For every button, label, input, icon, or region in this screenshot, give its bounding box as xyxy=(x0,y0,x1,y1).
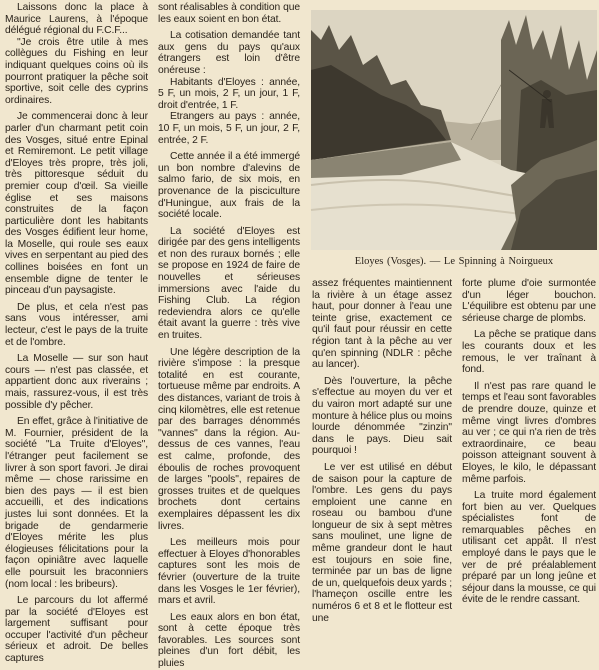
paragraph: La cotisation demandée tant aux gens du pays qu'aux étrangers est loin d'être onéreuse : xyxy=(158,30,300,76)
paragraph: La pêche se pratique dans les courants doux et les remous, le ver traînant à fond. xyxy=(462,329,596,376)
paragraph: Je commencerai donc à leur parler d'un charmant petit coin des Vosges, situé entre Epinal et Remiremont. Le petit village d'Eloyes très propre, très joli, très pittoresque séduit du premier coup d'œil. Sa vieille église et ses maisons construites de la façon particulière dont les habitants des Vosges édifient leur home, la Moselle, qui roule ses eaux vives en serpentant au pied des collines boisées en font un ensemble digne de tenter le pinceau d'un paysagiste. xyxy=(5,111,148,297)
paragraph: La Moselle — sur son haut cours — n'est pas classée, et appartient donc aux riverains ; mais, rassurez-vous, il est très possible d'y pêcher. xyxy=(5,353,148,411)
paragraph: Cette année il a été immergé un bon nombre d'alevins de salmo fario, de six mois, en provenance de la pisciculture d'Huningue, aux frais de la société locale. xyxy=(158,151,300,221)
article-column-3 xyxy=(312,278,452,624)
paragraph: La truite mord également fort bien au ver. Quelques spécialistes font de remarquables pêches en utilisant cet appât. Il n'est employé dans le pays que le ver de pré préalablement préparé par un long jeûne et séjour dans la mousse, ce qui évite de le rendre cassant. xyxy=(462,490,596,606)
paragraph: Le ver est utilisé en début de saison pour la capture de l'ombre. Les gens du pays emploient une canne en roseau ou bambou d'une longueur de six à sept mètres sans moulinet, une ligne de même grandeur dont le haut est toujours en soie fine, terminée par un bas de ligne de un, quelquefois deux yards ; l'hameçon oscille entre les numéros 6 et 8 et le flotteur est une xyxy=(312,461,453,624)
paragraph: En effet, grâce à l'initiative de M. Fournier, président de la société "La Truite d'Eloyes", l'étranger peut facilement se livrer à son sport favori. Je dirai même — chose rarissime en bien des pays — il est bien accueilli, et des indications justes lui sont données. Et la brigade de gendarmerie d'Eloyes mérite les plus élogieuses félicitations pour la façon opiniâtre avec laquelle elle poursuit les braconniers (nom local : les bribeurs). xyxy=(5,416,148,590)
paragraph: Etrangers au pays : année, 10 F, un mois, 5 F, un jour, 2 F, entrée, 2 F. xyxy=(158,111,300,146)
paragraph: La société d'Eloyes est dirigée par des gens intelligents et non des ruraux bornés ; elle se propose en 1924 de faire de nouvelles et sérieuses immersions avec l'aide du Fishing Club. La région redeviendra alors ce qu'elle était avant la guerre : très vive en truites. xyxy=(158,225,300,342)
paragraph: De plus, et cela n'est pas sans vous intéresser, ami lecteur, c'est le pays de la truite et de l'ombre. xyxy=(5,301,148,348)
paragraph: Le parcours du lot affermé par la société d'Eloyes est largement suffisant pour occuper l'activité d'un pêcheur sérieux et adroit. De belles captures xyxy=(5,595,148,665)
photo-caption: Eloyes (Vosges). — Le Spinning à Noirgueux xyxy=(354,256,554,267)
paragraph: Les meilleurs mois pour effectuer à Eloyes d'honorables captures sont les mois de février (ouverture de la truite dans les Vosges le 1er février), mars et avril. xyxy=(158,537,300,607)
paragraph: Il n'est pas rare quand le temps et l'eau sont favorables de prendre douze, quinze et même vingt livres d'ombres au ver ; ce qui n'a rien de très extraordinaire, ce beau poisson atteignant souvent à Eloyes, le kilo, le dépassant même parfois. xyxy=(462,380,596,485)
paragraph: "Je crois être utile à mes collègues du Fishing en leur indiquant quelques coins où ils pourront pratiquer la pêche soit sportive, soit celle des cyprins ordinaires. xyxy=(5,36,148,106)
article-column-4 xyxy=(462,278,596,606)
article-column-2 xyxy=(158,2,300,670)
paragraph: Les eaux alors en bon état, sont à cette époque très favorables. Les sources sont pleines d'un fort débit, les pluies xyxy=(158,611,300,670)
river-photo xyxy=(311,10,597,250)
paragraph: forte plume d'oie surmontée d'un léger bouchon. L'équilibre est obtenu par une sérieuse charge de plombs. xyxy=(462,278,596,324)
paragraph: assez fréquentes maintiennent la rivière à un étage assez haut, pour donner à l'eau une teinte grise, exactement ce qu'il faut pour réussir en cette région tant à la pêche au ver qu'en spinning (NDLR : pêche au lancer). xyxy=(312,278,452,371)
paragraph: sont réalisables à condition que les eaux soient en bon état. xyxy=(158,2,300,25)
paragraph: Habitants d'Eloyes : année, 5 F, un mois, 2 F, un jour, 1 F, droit d'entrée, 1 F. xyxy=(158,76,300,111)
paragraph: Une légère description de la rivière s'impose : la presque totalité en est courante, tortueuse même par endroits. A des distances, variant de trois à cinq kilomètres, elle est retenue par des barrages dénommés "vannes" dans la région. Au-dessus de ces vannes, l'eau est calme, profonde, des éboulis de roches provoquent de larges "pools", repaires de grosses truites et de quelques brochets dont certains exemplaires dépassent les dix livres. xyxy=(158,346,300,532)
paragraph: Dès l'ouverture, la pêche s'effectue au moyen du ver et du vairon mort adapté sur une monture à hélice plus ou moins lourde dénommée "zinzin" dans le pays. Dieu sait pourquoi ! xyxy=(312,375,452,457)
article-column-1 xyxy=(5,2,148,665)
paragraph: Laissons donc la place à Maurice Laurens, à l'époque délégué régional du F.C.F... xyxy=(5,2,148,37)
